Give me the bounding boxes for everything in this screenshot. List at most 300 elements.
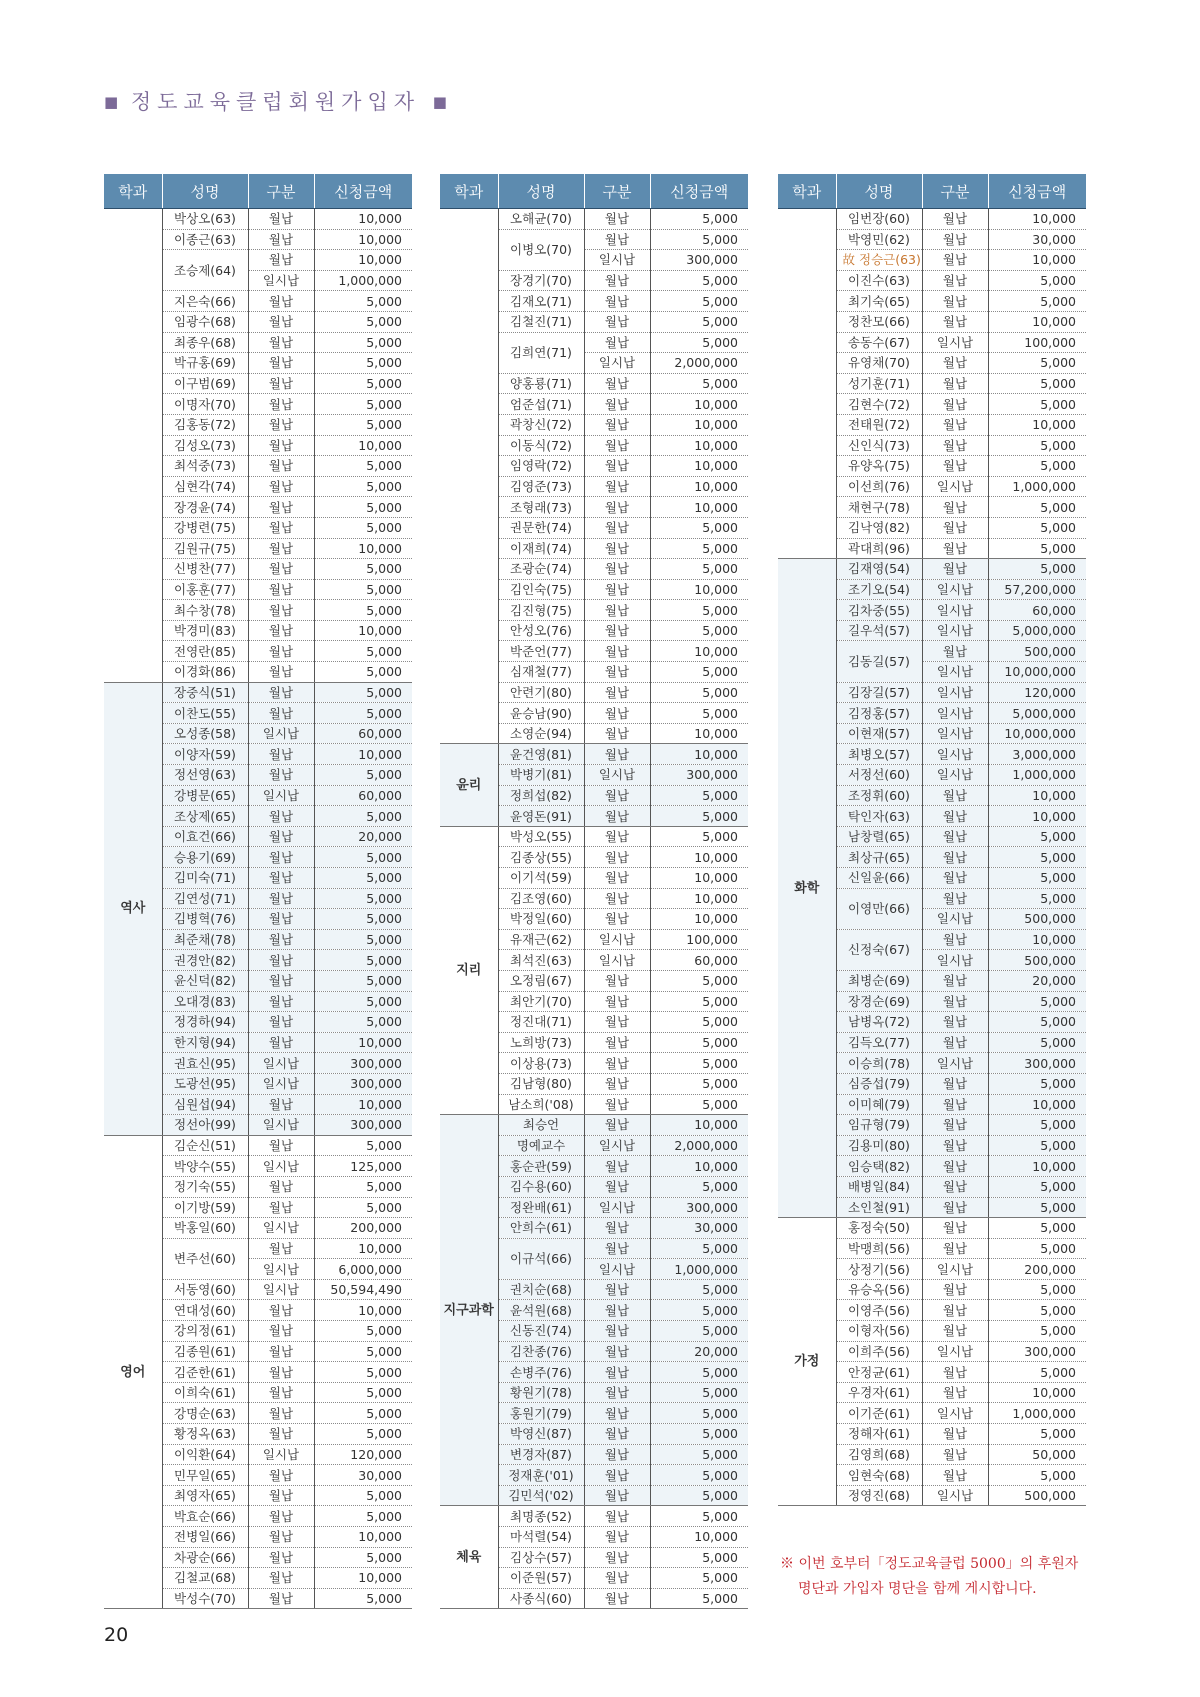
amount-cell: 200,000 <box>988 1259 1086 1280</box>
amount-cell: 5,000 <box>650 1032 748 1053</box>
amount-cell: 300,000 <box>650 250 748 271</box>
amount-cell: 5,000 <box>650 1444 748 1465</box>
amount-cell: 10,000 <box>314 744 412 765</box>
title-square-left: ■ <box>104 93 119 111</box>
name-cell: 이명자(70) <box>162 394 248 415</box>
title-square-right: ■ <box>432 93 447 111</box>
amount-cell: 5,000 <box>314 600 412 621</box>
amount-cell: 10,000 <box>988 785 1086 806</box>
name-cell: 권문한(74) <box>498 517 584 538</box>
type-cell: 월납 <box>922 497 988 518</box>
type-cell: 월납 <box>248 1176 314 1197</box>
name-cell: 이찬도(55) <box>162 703 248 724</box>
type-cell: 월납 <box>922 888 988 909</box>
type-cell: 일시납 <box>248 270 314 291</box>
type-cell: 월납 <box>248 929 314 950</box>
amount-cell: 5,000 <box>650 1362 748 1383</box>
type-cell: 월납 <box>584 1506 650 1527</box>
type-cell: 월납 <box>248 909 314 930</box>
type-cell: 월납 <box>584 497 650 518</box>
name-cell: 안성오(76) <box>498 620 584 641</box>
amount-cell: 5,000 <box>988 1073 1086 1094</box>
amount-cell: 5,000 <box>314 703 412 724</box>
name-cell: 유재근(62) <box>498 929 584 950</box>
amount-cell: 10,000 <box>650 435 748 456</box>
type-cell: 월납 <box>584 785 650 806</box>
name-cell: 최병순(69) <box>836 970 922 991</box>
name-cell: 박상오(63) <box>162 209 248 230</box>
name-cell: 연대성(60) <box>162 1300 248 1321</box>
name-cell: 박홍일(60) <box>162 1218 248 1239</box>
type-cell: 월납 <box>922 1300 988 1321</box>
name-cell: 김정홍(57) <box>836 703 922 724</box>
notice-line-2: 명단과 가입자 명단을 함께 게시합니다. <box>798 1581 1037 1597</box>
name-cell: 정선영(63) <box>162 765 248 786</box>
type-cell: 월납 <box>584 1279 650 1300</box>
deceased-mark: 故 <box>842 252 856 268</box>
type-cell: 월납 <box>584 620 650 641</box>
amount-cell: 5,000 <box>314 970 412 991</box>
amount-cell: 30,000 <box>650 1218 748 1239</box>
name-cell: 윤승남(90) <box>498 703 584 724</box>
type-cell: 월납 <box>248 456 314 477</box>
notice-line-1: ※ 이번 호부터「정도교육클럽 5000」의 후원자 <box>780 1556 1079 1572</box>
name-cell: 박양수(55) <box>162 1156 248 1177</box>
type-cell: 일시납 <box>922 1053 988 1074</box>
name-cell: 민무일(65) <box>162 1465 248 1486</box>
name-cell: 변주선(60) <box>162 1238 248 1279</box>
name-cell: 장경순(69) <box>836 991 922 1012</box>
amount-cell: 60,000 <box>650 950 748 971</box>
amount-cell: 300,000 <box>650 765 748 786</box>
amount-cell: 5,000 <box>988 847 1086 868</box>
amount-cell: 5,000 <box>988 826 1086 847</box>
name-cell: 박성오(55) <box>498 826 584 847</box>
amount-cell: 5,000 <box>988 559 1086 580</box>
amount-cell: 500,000 <box>988 1485 1086 1506</box>
type-cell: 월납 <box>584 332 650 353</box>
amount-cell: 5,000 <box>988 868 1086 889</box>
name-cell: 도광선(95) <box>162 1073 248 1094</box>
amount-cell: 5,000 <box>988 497 1086 518</box>
type-cell: 일시납 <box>922 600 988 621</box>
roster-column-2 <box>440 174 748 1609</box>
amount-cell: 10,000 <box>650 723 748 744</box>
amount-cell: 5,000 <box>314 353 412 374</box>
name-cell: 김미숙(71) <box>162 868 248 889</box>
name-cell: 김조영(60) <box>498 888 584 909</box>
amount-cell: 60,000 <box>314 785 412 806</box>
type-cell: 월납 <box>584 229 650 250</box>
amount-cell: 60,000 <box>314 723 412 744</box>
type-cell: 일시납 <box>248 1156 314 1177</box>
amount-cell: 1,000,000 <box>988 476 1086 497</box>
type-cell: 월납 <box>248 744 314 765</box>
type-cell: 월납 <box>248 414 314 435</box>
name-cell: 신정숙(67) <box>836 929 922 970</box>
type-cell: 월납 <box>922 538 988 559</box>
type-cell: 월납 <box>584 435 650 456</box>
type-cell: 월납 <box>584 662 650 683</box>
type-cell: 월납 <box>922 435 988 456</box>
type-cell: 월납 <box>922 1218 988 1239</box>
amount-cell: 5,000 <box>988 1279 1086 1300</box>
name-cell: 남병옥(72) <box>836 1012 922 1033</box>
amount-cell: 10,000 <box>988 250 1086 271</box>
type-cell: 일시납 <box>248 1073 314 1094</box>
name-cell: 차광순(66) <box>162 1547 248 1568</box>
amount-cell: 300,000 <box>314 1053 412 1074</box>
name-cell: 신일윤(66) <box>836 868 922 889</box>
name-cell: 김민석('02) <box>498 1485 584 1506</box>
amount-cell: 5,000 <box>314 1197 412 1218</box>
name-cell: 송동수(67) <box>836 332 922 353</box>
amount-cell: 5,000 <box>314 929 412 950</box>
roster-table <box>778 174 1086 1506</box>
type-cell: 월납 <box>584 1115 650 1136</box>
name-cell: 엄준섭(71) <box>498 394 584 415</box>
name-cell: 박병기(81) <box>498 765 584 786</box>
type-cell: 일시납 <box>584 950 650 971</box>
name-cell: 강의정(61) <box>162 1321 248 1342</box>
amount-cell: 10,000 <box>988 806 1086 827</box>
type-cell: 월납 <box>248 1300 314 1321</box>
amount-cell: 5,000 <box>650 682 748 703</box>
type-cell: 월납 <box>584 1156 650 1177</box>
type-cell: 일시납 <box>922 909 988 930</box>
name-cell: 지은숙(66) <box>162 291 248 312</box>
type-cell: 월납 <box>248 517 314 538</box>
amount-cell: 5,000 <box>650 600 748 621</box>
name-cell: 정영진(68) <box>836 1485 922 1506</box>
name-cell: 김진형(75) <box>498 600 584 621</box>
amount-cell: 5,000 <box>650 1073 748 1094</box>
name-cell: 곽창신(72) <box>498 414 584 435</box>
name-cell: 이익환(64) <box>162 1444 248 1465</box>
page-title <box>104 86 447 116</box>
type-cell: 일시납 <box>922 332 988 353</box>
amount-cell: 5,000 <box>988 1176 1086 1197</box>
name-cell: 장경윤(74) <box>162 497 248 518</box>
type-cell: 월납 <box>248 1527 314 1548</box>
amount-cell: 5,000 <box>650 1053 748 1074</box>
amount-cell: 5,000 <box>314 1485 412 1506</box>
type-cell: 일시납 <box>248 1259 314 1280</box>
type-cell: 월납 <box>584 1568 650 1589</box>
type-cell: 월납 <box>248 1135 314 1156</box>
name-cell: 박경미(83) <box>162 620 248 641</box>
type-cell: 월납 <box>922 250 988 271</box>
amount-cell: 10,000,000 <box>988 662 1086 683</box>
name-cell: 김홍동(72) <box>162 414 248 435</box>
name-cell: 김현수(72) <box>836 394 922 415</box>
name-cell: 장경기(70) <box>498 270 584 291</box>
name-cell: 임영락(72) <box>498 456 584 477</box>
name-cell: 김철교(68) <box>162 1568 248 1589</box>
amount-cell: 1,000,000 <box>988 765 1086 786</box>
type-cell: 월납 <box>248 620 314 641</box>
table-row <box>440 209 748 230</box>
type-cell: 월납 <box>248 229 314 250</box>
type-cell: 월납 <box>248 476 314 497</box>
amount-cell: 5,000 <box>988 1115 1086 1136</box>
amount-cell: 5,000 <box>314 291 412 312</box>
dept-cell: 역사 <box>104 682 162 1135</box>
type-cell: 월납 <box>248 1465 314 1486</box>
amount-cell: 5,000 <box>650 826 748 847</box>
member-name: 정승근(63) <box>859 252 921 268</box>
amount-cell: 5,000 <box>314 765 412 786</box>
amount-cell: 10,000 <box>988 1094 1086 1115</box>
name-cell: 정경하(94) <box>162 1012 248 1033</box>
amount-cell: 10,000 <box>988 1382 1086 1403</box>
amount-cell: 120,000 <box>314 1444 412 1465</box>
type-cell: 일시납 <box>922 1259 988 1280</box>
name-cell: 김순신(51) <box>162 1135 248 1156</box>
amount-cell: 5,000 <box>650 332 748 353</box>
name-cell: 김병혁(76) <box>162 909 248 930</box>
type-cell: 일시납 <box>584 250 650 271</box>
dept-cell: 윤리 <box>440 744 498 826</box>
type-cell: 월납 <box>922 929 988 950</box>
name-cell: 최종우(68) <box>162 332 248 353</box>
type-cell: 월납 <box>584 476 650 497</box>
type-cell: 월납 <box>584 394 650 415</box>
name-cell: 정찬모(66) <box>836 311 922 332</box>
name-cell: 최준채(78) <box>162 929 248 950</box>
name-cell: 이상용(73) <box>498 1053 584 1074</box>
amount-cell: 5,000 <box>314 1321 412 1342</box>
name-cell: 김득오(77) <box>836 1032 922 1053</box>
type-cell: 월납 <box>584 1176 650 1197</box>
amount-cell: 60,000 <box>988 600 1086 621</box>
name-cell: 최병오(57) <box>836 744 922 765</box>
amount-cell: 10,000 <box>650 579 748 600</box>
type-cell: 일시납 <box>922 950 988 971</box>
amount-cell: 5,000 <box>988 456 1086 477</box>
amount-cell: 5,000 <box>988 1300 1086 1321</box>
type-cell: 월납 <box>584 1218 650 1239</box>
type-cell: 월납 <box>584 1588 650 1609</box>
amount-cell: 5,000 <box>650 1506 748 1527</box>
type-cell: 월납 <box>248 435 314 456</box>
amount-cell: 5,000 <box>988 1424 1086 1445</box>
name-cell: 이영만(66) <box>836 888 922 929</box>
type-cell: 월납 <box>248 991 314 1012</box>
name-cell: 신인식(73) <box>836 435 922 456</box>
type-cell: 일시납 <box>922 744 988 765</box>
name-cell: 정희섭(82) <box>498 785 584 806</box>
name-cell: 이기준(61) <box>836 1403 922 1424</box>
name-cell: 이형자(56) <box>836 1321 922 1342</box>
name-cell: 승용기(69) <box>162 847 248 868</box>
type-cell: 월납 <box>584 1485 650 1506</box>
type-cell: 일시납 <box>922 662 988 683</box>
header-type: 구분 <box>584 174 650 209</box>
type-cell: 월납 <box>584 1547 650 1568</box>
amount-cell: 5,000 <box>314 373 412 394</box>
name-cell: 김성오(73) <box>162 435 248 456</box>
type-cell: 월납 <box>584 703 650 724</box>
type-cell: 월납 <box>248 1403 314 1424</box>
name-cell: 강병문(65) <box>162 785 248 806</box>
name-cell: 곽대희(96) <box>836 538 922 559</box>
type-cell: 월납 <box>248 950 314 971</box>
type-cell: 월납 <box>584 1012 650 1033</box>
amount-cell: 10,000 <box>314 1032 412 1053</box>
amount-cell: 100,000 <box>650 929 748 950</box>
type-cell: 월납 <box>922 641 988 662</box>
amount-cell: 5,000 <box>988 291 1086 312</box>
amount-cell: 5,000 <box>988 1321 1086 1342</box>
type-cell: 월납 <box>922 229 988 250</box>
type-cell: 월납 <box>922 1362 988 1383</box>
name-cell: 상정기(56) <box>836 1259 922 1280</box>
type-cell: 월납 <box>584 991 650 1012</box>
type-cell: 월납 <box>922 1197 988 1218</box>
name-cell: 안련기(80) <box>498 682 584 703</box>
name-cell: 명예교수 <box>498 1135 584 1156</box>
roster-column-1 <box>104 174 412 1609</box>
amount-cell: 10,000 <box>650 1115 748 1136</box>
amount-cell: 5,000 <box>314 1382 412 1403</box>
type-cell: 월납 <box>248 1341 314 1362</box>
amount-cell: 10,000 <box>314 1094 412 1115</box>
amount-cell: 10,000 <box>314 1527 412 1548</box>
type-cell: 월납 <box>584 1341 650 1362</box>
name-cell: 이현재(57) <box>836 723 922 744</box>
amount-cell: 5,000 <box>650 517 748 538</box>
amount-cell: 10,000 <box>988 414 1086 435</box>
amount-cell: 5,000 <box>988 1135 1086 1156</box>
amount-cell: 5,000 <box>314 332 412 353</box>
name-cell: 황정옥(63) <box>162 1424 248 1445</box>
amount-cell: 5,000 <box>988 888 1086 909</box>
type-cell: 일시납 <box>922 1341 988 1362</box>
name-cell: 노희방(73) <box>498 1032 584 1053</box>
amount-cell: 300,000 <box>988 1053 1086 1074</box>
header-amount: 신청금액 <box>314 174 412 209</box>
name-cell: 소영순(94) <box>498 723 584 744</box>
type-cell: 월납 <box>584 641 650 662</box>
name-cell: 윤건영(81) <box>498 744 584 765</box>
name-cell: 이준원(57) <box>498 1568 584 1589</box>
type-cell: 월납 <box>584 1073 650 1094</box>
name-cell: 심증섭(79) <box>836 1073 922 1094</box>
type-cell: 월납 <box>584 682 650 703</box>
amount-cell: 5,000 <box>650 229 748 250</box>
amount-cell: 20,000 <box>988 970 1086 991</box>
amount-cell: 5,000 <box>650 373 748 394</box>
name-cell: 김차중(55) <box>836 600 922 621</box>
amount-cell: 10,000 <box>650 1527 748 1548</box>
name-cell: 손병주(76) <box>498 1362 584 1383</box>
amount-cell: 5,000 <box>314 888 412 909</box>
type-cell: 월납 <box>248 1547 314 1568</box>
type-cell: 월납 <box>584 1321 650 1342</box>
type-cell: 월납 <box>922 806 988 827</box>
name-cell: 남창렬(65) <box>836 826 922 847</box>
header-type: 구분 <box>248 174 314 209</box>
type-cell: 월납 <box>584 579 650 600</box>
name-cell: 이승희(78) <box>836 1053 922 1074</box>
type-cell: 일시납 <box>922 620 988 641</box>
amount-cell: 20,000 <box>650 1341 748 1362</box>
name-cell: 오정림(67) <box>498 970 584 991</box>
dept-cell <box>440 209 498 744</box>
type-cell: 월납 <box>248 847 314 868</box>
header-amount: 신청금액 <box>650 174 748 209</box>
amount-cell: 1,000,000 <box>650 1259 748 1280</box>
type-cell: 월납 <box>248 1094 314 1115</box>
amount-cell: 5,000 <box>988 373 1086 394</box>
amount-cell: 125,000 <box>314 1156 412 1177</box>
header-row <box>440 174 748 209</box>
type-cell: 일시납 <box>922 723 988 744</box>
amount-cell: 5,000 <box>314 991 412 1012</box>
dept-cell: 화학 <box>778 559 836 1218</box>
type-cell: 월납 <box>248 394 314 415</box>
amount-cell: 5,000 <box>988 1238 1086 1259</box>
amount-cell: 30,000 <box>314 1465 412 1486</box>
type-cell: 일시납 <box>584 353 650 374</box>
type-cell: 월납 <box>584 538 650 559</box>
table-row <box>778 559 1086 580</box>
amount-cell: 5,000 <box>314 394 412 415</box>
type-cell: 일시납 <box>248 785 314 806</box>
type-cell: 월납 <box>248 291 314 312</box>
header-name: 성명 <box>836 174 922 209</box>
name-cell: 황원기(78) <box>498 1382 584 1403</box>
name-cell: 심재철(77) <box>498 662 584 683</box>
name-cell: 오해균(70) <box>498 209 584 230</box>
amount-cell: 5,000 <box>314 847 412 868</box>
name-cell: 이동식(72) <box>498 435 584 456</box>
type-cell: 월납 <box>922 991 988 1012</box>
page-title-text: 정도교육클럽회원가입자 <box>130 90 421 114</box>
name-cell: 신동진(74) <box>498 1321 584 1342</box>
type-cell: 월납 <box>922 1156 988 1177</box>
name-cell: 정진대(71) <box>498 1012 584 1033</box>
name-cell: 이선희(76) <box>836 476 922 497</box>
amount-cell: 5,000 <box>988 1362 1086 1383</box>
name-cell: 이효건(66) <box>162 826 248 847</box>
name-cell: 유양옥(75) <box>836 456 922 477</box>
amount-cell: 5,000 <box>650 1382 748 1403</box>
type-cell: 일시납 <box>584 1259 650 1280</box>
amount-cell: 10,000 <box>314 229 412 250</box>
name-cell: 유승옥(56) <box>836 1279 922 1300</box>
dept-cell: 체육 <box>440 1506 498 1609</box>
amount-cell: 5,000 <box>314 1176 412 1197</box>
type-cell: 월납 <box>922 311 988 332</box>
name-cell: 조기오(54) <box>836 579 922 600</box>
amount-cell: 5,000 <box>314 662 412 683</box>
amount-cell: 5,000 <box>988 1197 1086 1218</box>
type-cell: 월납 <box>584 1362 650 1383</box>
type-cell: 월납 <box>248 1321 314 1342</box>
amount-cell: 10,000 <box>650 909 748 930</box>
amount-cell: 5,000 <box>314 579 412 600</box>
name-cell: 박영신(87) <box>498 1424 584 1445</box>
name-cell: 한지형(94) <box>162 1032 248 1053</box>
name-cell: 이병오(70) <box>498 229 584 270</box>
name-cell: 권효신(95) <box>162 1053 248 1074</box>
type-cell: 월납 <box>248 1588 314 1609</box>
amount-cell: 100,000 <box>988 332 1086 353</box>
amount-cell: 57,200,000 <box>988 579 1086 600</box>
amount-cell: 10,000 <box>988 929 1086 950</box>
